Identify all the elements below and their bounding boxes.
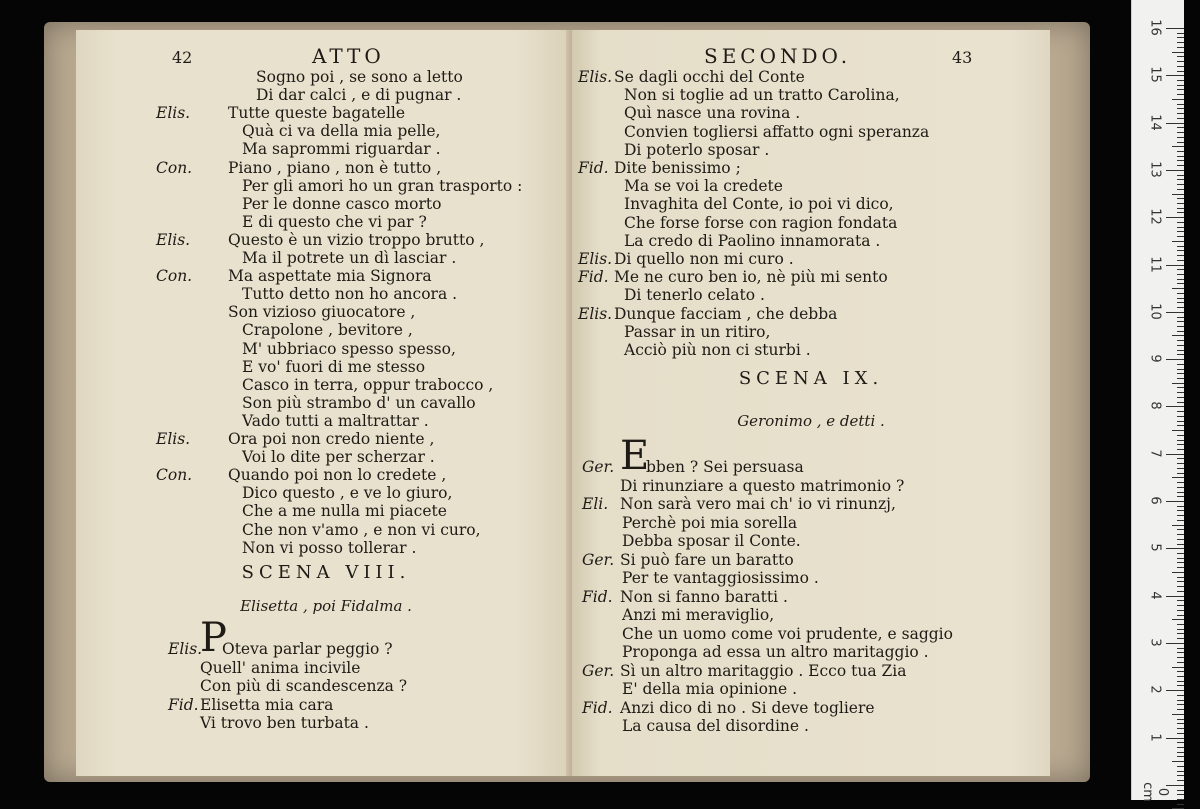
verse-text: Con più di scandescenza ?	[200, 677, 408, 695]
verse-text: Per le donne casco morto	[242, 194, 442, 213]
ruler-tick	[1177, 463, 1184, 464]
verse-text: Anzi dico di no . Si deve togliere	[620, 698, 875, 717]
ruler-tick	[1172, 288, 1184, 289]
verse-text: Debba sposar il Conte.	[622, 532, 801, 550]
ruler-tick	[1177, 458, 1184, 459]
drop-cap: E	[620, 433, 650, 479]
ruler-tick	[1177, 369, 1184, 370]
verse-text: Per gli amori ho un gran trasporto :	[242, 176, 523, 195]
left-page-header	[76, 44, 576, 70]
ruler-tick	[1177, 378, 1184, 379]
verse-text: Quì nasce una rovina .	[624, 104, 801, 123]
ruler-tick	[1177, 42, 1184, 43]
ruler-tick	[1177, 586, 1184, 587]
ruler-tick	[1177, 340, 1184, 341]
verse-text: Di rinunziare a questo matrimonio ?	[620, 476, 905, 495]
ruler-tick	[1177, 633, 1184, 634]
ruler-tick	[1177, 208, 1184, 209]
ruler-tick	[1177, 397, 1184, 398]
ruler-tick	[1177, 89, 1184, 90]
speaker-label: Fid.	[168, 695, 199, 714]
ruler-tick	[1177, 652, 1184, 653]
verse-text: Son più strambo d' un cavallo	[242, 393, 476, 412]
verse-text: Non si toglie ad un tratto Carolina,	[624, 86, 900, 105]
ruler-tick	[1177, 80, 1184, 81]
ruler-tick	[1177, 402, 1184, 403]
ruler-tick	[1177, 184, 1184, 185]
speaker-label: Elis.	[168, 640, 203, 658]
ruler-tick	[1166, 123, 1184, 124]
verse-text: Questo è un vizio troppo brutto ,	[228, 230, 485, 249]
ruler-tick	[1177, 510, 1184, 511]
ruler-tick	[1177, 482, 1184, 483]
right-page-number: 43	[952, 48, 973, 67]
ruler-tick	[1177, 118, 1184, 119]
ruler-tick	[1177, 695, 1184, 696]
ruler-tick	[1177, 444, 1184, 445]
ruler-tick	[1177, 794, 1184, 795]
ruler-label: 4	[1147, 590, 1163, 600]
ruler-tick	[1177, 66, 1184, 67]
speaker-label: Con.	[156, 466, 193, 485]
ruler-tick	[1177, 610, 1184, 611]
ruler-label: 3	[1147, 638, 1163, 647]
left-running-title: ATTO	[312, 44, 385, 68]
verse-text: Quell' anima incivile	[200, 658, 361, 677]
ruler-label: 2	[1147, 685, 1163, 694]
verse-text: Di quello non mi curo .	[614, 250, 794, 268]
ruler-tick	[1177, 425, 1184, 426]
verse-text: Dunque facciam , che debba	[614, 304, 838, 323]
verse-text: Vado tutti a maltrattar .	[242, 411, 429, 430]
ruler-tick	[1177, 605, 1184, 606]
ruler-tick	[1177, 685, 1184, 686]
ruler-tick	[1177, 175, 1184, 176]
ruler-tick	[1177, 790, 1184, 791]
verse-text: Proponga ad essa un altro maritaggio .	[622, 643, 929, 661]
ruler-tick	[1177, 198, 1184, 199]
ruler-tick	[1177, 629, 1184, 630]
ruler-tick	[1177, 317, 1184, 318]
ruler-tick	[1177, 553, 1184, 554]
verse-text: Di dar calci , e di pugnar .	[256, 86, 462, 105]
verse-text: E vo' fuori di me stesso	[242, 357, 426, 376]
speaker-label: Elis.	[578, 304, 613, 323]
verse-text: Acciò più non ci sturbi .	[624, 341, 811, 359]
ruler-tick	[1177, 515, 1184, 516]
ruler-tick	[1177, 756, 1184, 757]
ruler-tick	[1177, 354, 1184, 355]
ruler-tick	[1177, 681, 1184, 682]
verse-text: Che un uomo come voi prudente, e saggio	[622, 624, 953, 643]
ruler-tick	[1177, 345, 1184, 346]
ruler-label: 8	[1147, 401, 1163, 411]
ruler-tick	[1177, 534, 1184, 535]
verse-text: Sì un altro maritaggio . Ecco tua Zia	[620, 661, 907, 680]
ruler-tick	[1177, 435, 1184, 436]
ruler-tick	[1177, 562, 1184, 563]
ruler-tick	[1177, 160, 1184, 161]
ruler-tick	[1172, 241, 1184, 242]
ruler-tick	[1177, 113, 1184, 114]
measuring-ruler	[1131, 0, 1184, 800]
verse-text: Quà ci va della mia pelle,	[242, 122, 441, 141]
verse-text: Crapolone , bevitore ,	[242, 321, 413, 340]
ruler-tick	[1177, 274, 1184, 275]
ruler-tick	[1177, 473, 1184, 474]
ruler-tick	[1177, 742, 1184, 743]
ruler-tick	[1177, 638, 1184, 639]
ruler-tick	[1177, 676, 1184, 677]
ruler-label: 1	[1147, 732, 1163, 742]
ruler-tick	[1177, 151, 1184, 152]
verse-text: Vi trovo ben turbata .	[200, 714, 369, 732]
ruler-tick	[1172, 194, 1184, 195]
ruler-tick	[1177, 492, 1184, 493]
ruler-tick	[1177, 302, 1184, 303]
verse-text: Ma aspettate mia Signora	[228, 267, 432, 286]
ruler-tick	[1177, 350, 1184, 351]
ruler-tick	[1177, 104, 1184, 105]
ruler-tick	[1177, 506, 1184, 507]
ruler-tick	[1172, 714, 1184, 715]
ruler-tick	[1177, 321, 1184, 322]
verse-text: Di tenerlo celato .	[624, 286, 765, 305]
ruler-label: 13	[1147, 161, 1163, 178]
ruler-tick	[1172, 525, 1184, 526]
verse-text: Quando poi non lo credete ,	[228, 466, 447, 485]
speaker-label: Elis.	[578, 250, 613, 268]
ruler-tick	[1177, 775, 1184, 776]
verse-text: Ora poi non credo niente ,	[228, 430, 435, 448]
verse-text: M' ubbriaco spesso spesso,	[242, 339, 456, 358]
ruler-label: 16	[1147, 19, 1163, 36]
verse-text: Non si fanno baratti .	[620, 587, 788, 606]
ruler-tick	[1166, 501, 1184, 502]
ruler-tick	[1166, 454, 1184, 455]
ruler-tick	[1177, 37, 1184, 38]
ruler-tick	[1172, 146, 1184, 147]
right-running-title: SECONDO.	[704, 44, 852, 68]
ruler-label: 7	[1147, 449, 1163, 458]
ruler-tick	[1177, 132, 1184, 133]
verse-text: E di questo che vi par ?	[242, 212, 427, 231]
ruler-tick	[1166, 406, 1184, 407]
verse-text: Convien togliersi affatto ogni speranza	[624, 122, 930, 141]
ruler-label: 6	[1147, 496, 1163, 505]
ruler-tick	[1177, 719, 1184, 720]
ruler-tick	[1166, 28, 1184, 29]
speaker-label: Ger.	[582, 458, 615, 476]
ruler-tick	[1177, 231, 1184, 232]
ruler-tick	[1177, 752, 1184, 753]
ruler-tick	[1177, 392, 1184, 393]
ruler-tick	[1166, 217, 1184, 218]
ruler-tick	[1177, 487, 1184, 488]
ruler-tick	[1177, 468, 1184, 469]
ruler-tick	[1166, 548, 1184, 549]
ruler-tick	[1177, 227, 1184, 228]
ruler-tick	[1172, 572, 1184, 573]
speaker-label: Elis.	[578, 68, 613, 86]
ruler-tick	[1177, 137, 1184, 138]
ruler-tick	[1177, 279, 1184, 280]
ruler-tick	[1177, 544, 1184, 545]
ruler-tick	[1177, 662, 1184, 663]
ruler-tick	[1177, 331, 1184, 332]
ruler-tick	[1177, 558, 1184, 559]
ruler-tick	[1177, 440, 1184, 441]
left-scene-characters: Elisetta , poi Fidalma .	[240, 597, 412, 615]
speaker-label: Ger.	[582, 661, 615, 680]
speaker-label: Fid.	[578, 268, 609, 287]
ruler-tick	[1172, 619, 1184, 620]
right-scene-characters: Geronimo , e detti .	[737, 412, 885, 430]
ruler-label: 0 cm	[1140, 781, 1170, 802]
ruler-tick	[1172, 477, 1184, 478]
speaker-label: Con.	[156, 158, 193, 177]
ruler-label: 11	[1147, 255, 1163, 273]
ruler-tick	[1177, 804, 1184, 805]
drop-cap: P	[200, 615, 227, 661]
ruler-tick	[1177, 142, 1184, 143]
ruler-tick	[1166, 312, 1184, 313]
verse-text: Che non v'amo , e non vi curo,	[242, 520, 481, 539]
ruler-label: 14	[1147, 113, 1163, 131]
ruler-tick	[1177, 373, 1184, 374]
ruler-label: 15	[1147, 66, 1163, 84]
verse-text: Dico questo , e ve lo giuro,	[242, 484, 453, 503]
ruler-tick	[1177, 56, 1184, 57]
ruler-tick	[1177, 179, 1184, 180]
left-page-number: 42	[172, 48, 193, 67]
ruler-tick	[1177, 156, 1184, 157]
ruler-label: 10	[1147, 303, 1163, 320]
ruler-tick	[1177, 293, 1184, 294]
ruler-tick	[1177, 591, 1184, 592]
ruler-tick	[1177, 108, 1184, 109]
verse-text: Che a me nulla mi piacete	[242, 502, 447, 521]
ruler-label: 12	[1147, 208, 1163, 225]
speaker-label: Eli.	[582, 495, 609, 513]
speaker-label: Elis.	[156, 230, 191, 249]
ruler-tick	[1166, 690, 1184, 691]
ruler-tick	[1177, 203, 1184, 204]
ruler-tick	[1166, 265, 1184, 266]
ruler-tick	[1177, 704, 1184, 705]
ruler-tick	[1172, 667, 1184, 668]
speaker-label: Fid.	[578, 159, 609, 177]
ruler-tick	[1177, 246, 1184, 247]
ruler-tick	[1177, 567, 1184, 568]
ruler-tick	[1177, 766, 1184, 767]
ruler-label: 5	[1147, 543, 1163, 552]
ruler-tick	[1166, 75, 1184, 76]
right-page-header	[572, 44, 1050, 70]
ruler-tick	[1177, 94, 1184, 95]
verse-text: Sogno poi , se sono a letto	[256, 68, 463, 86]
ruler-tick	[1177, 657, 1184, 658]
left-scene-heading: SCENA VIII.	[241, 562, 411, 583]
verse-text: Non sarà vero mai ch' io vi rinunzj,	[620, 495, 896, 513]
ruler-tick	[1177, 33, 1184, 34]
ruler-tick	[1177, 364, 1184, 365]
ruler-tick	[1177, 326, 1184, 327]
ruler-tick	[1166, 359, 1184, 360]
speaker-label: Ger.	[582, 550, 615, 569]
verse-text: Piano , piano , non è tutto ,	[228, 158, 442, 177]
ruler-tick	[1177, 615, 1184, 616]
verse-text: Ma se voi la credete	[624, 177, 783, 196]
ruler-tick	[1177, 581, 1184, 582]
speaker-label: Fid.	[582, 587, 613, 606]
ruler-tick	[1177, 269, 1184, 270]
speaker-label: Con.	[156, 267, 193, 286]
right-page	[572, 30, 1050, 776]
verse-text: Casco in terra, oppur trabocco ,	[242, 375, 494, 394]
ruler-tick	[1177, 260, 1184, 261]
ruler-tick	[1177, 250, 1184, 251]
ruler-tick	[1177, 648, 1184, 649]
ruler-tick	[1166, 170, 1184, 171]
ruler-tick	[1177, 624, 1184, 625]
ruler-tick	[1172, 383, 1184, 384]
ruler-tick	[1172, 430, 1184, 431]
verse-text: Invaghita del Conte, io poi vi dico,	[624, 195, 894, 214]
ruler-tick	[1177, 747, 1184, 748]
ruler-tick	[1177, 411, 1184, 412]
ruler-tick	[1177, 421, 1184, 422]
ruler-tick	[1177, 416, 1184, 417]
ruler-tick	[1177, 307, 1184, 308]
ruler-tick	[1177, 771, 1184, 772]
verse-text: La causa del disordine .	[622, 717, 809, 735]
ruler-tick	[1177, 671, 1184, 672]
ruler-tick	[1177, 189, 1184, 190]
ruler-tick	[1177, 780, 1184, 781]
ruler-tick	[1177, 165, 1184, 166]
verse-text: La credo di Paolino innamorata .	[624, 231, 881, 250]
verse-text: Tutte queste bagatelle	[228, 104, 406, 123]
verse-text: Dite benissimo ;	[614, 159, 741, 177]
ruler-tick	[1172, 761, 1184, 762]
verse-text: E' della mia opinione .	[622, 680, 797, 698]
ruler-tick	[1166, 643, 1184, 644]
verse-text: Elisetta mia cara	[200, 695, 334, 714]
ruler-tick	[1177, 283, 1184, 284]
ruler-tick	[1177, 700, 1184, 701]
ruler-tick	[1177, 236, 1184, 237]
verse-text: Di poterlo sposar .	[624, 140, 770, 159]
verse-text: Passar in un ritiro,	[624, 322, 771, 341]
ruler-tick	[1172, 335, 1184, 336]
ruler-tick	[1177, 733, 1184, 734]
verse-text: Si può fare un baratto	[620, 550, 794, 569]
ruler-tick	[1177, 723, 1184, 724]
ruler-tick	[1177, 600, 1184, 601]
verse-text: Oteva parlar peggio ?	[222, 640, 393, 658]
ruler-tick	[1166, 738, 1184, 739]
verse-text: Perchè poi mia sorella	[622, 513, 798, 532]
verse-text: Me ne curo ben io, nè più mi sento	[614, 268, 888, 287]
verse-text: Anzi mi meraviglio,	[622, 606, 775, 624]
ruler-tick	[1177, 449, 1184, 450]
ruler-tick	[1177, 387, 1184, 388]
verse-text: Non vi posso tollerar .	[242, 538, 417, 557]
ruler-tick	[1177, 298, 1184, 299]
verse-text: Son vizioso giuocatore ,	[228, 303, 416, 322]
speaker-label: Fid.	[582, 698, 613, 717]
ruler-tick	[1166, 596, 1184, 597]
ruler-tick	[1177, 47, 1184, 48]
right-scene-heading: SCENA IX.	[738, 368, 884, 389]
verse-text: Ma saprommi riguardar .	[242, 140, 441, 159]
ruler-tick	[1177, 577, 1184, 578]
ruler-tick	[1177, 212, 1184, 213]
left-page	[76, 30, 576, 776]
ruler-tick	[1177, 222, 1184, 223]
ruler-tick	[1177, 539, 1184, 540]
ruler-tick	[1177, 85, 1184, 86]
ruler-tick	[1177, 255, 1184, 256]
verse-text: Che forse forse con ragion fondata	[624, 213, 898, 232]
verse-text: Tutto detto non ho ancora .	[242, 285, 458, 304]
ruler-tick	[1177, 520, 1184, 521]
speaker-label: Elis.	[156, 430, 191, 448]
ruler-tick	[1177, 127, 1184, 128]
verse-text: Voi lo dite per scherzar .	[242, 448, 435, 467]
ruler-label: 9	[1147, 354, 1163, 363]
verse-text: Ma il potrete un dì lasciar .	[242, 249, 457, 267]
ruler-tick	[1177, 496, 1184, 497]
speaker-label: Elis.	[156, 104, 191, 123]
ruler-tick	[1177, 61, 1184, 62]
ruler-tick	[1177, 728, 1184, 729]
ruler-tick	[1172, 52, 1184, 53]
ruler-tick	[1177, 529, 1184, 530]
verse-text: Per te vantaggiosissimo .	[622, 569, 819, 587]
ruler-tick	[1177, 71, 1184, 72]
verse-text: Se dagli occhi del Conte	[614, 68, 805, 86]
verse-text: bben ? Sei persuasa	[646, 458, 804, 476]
ruler-tick	[1172, 99, 1184, 100]
ruler-tick	[1177, 709, 1184, 710]
